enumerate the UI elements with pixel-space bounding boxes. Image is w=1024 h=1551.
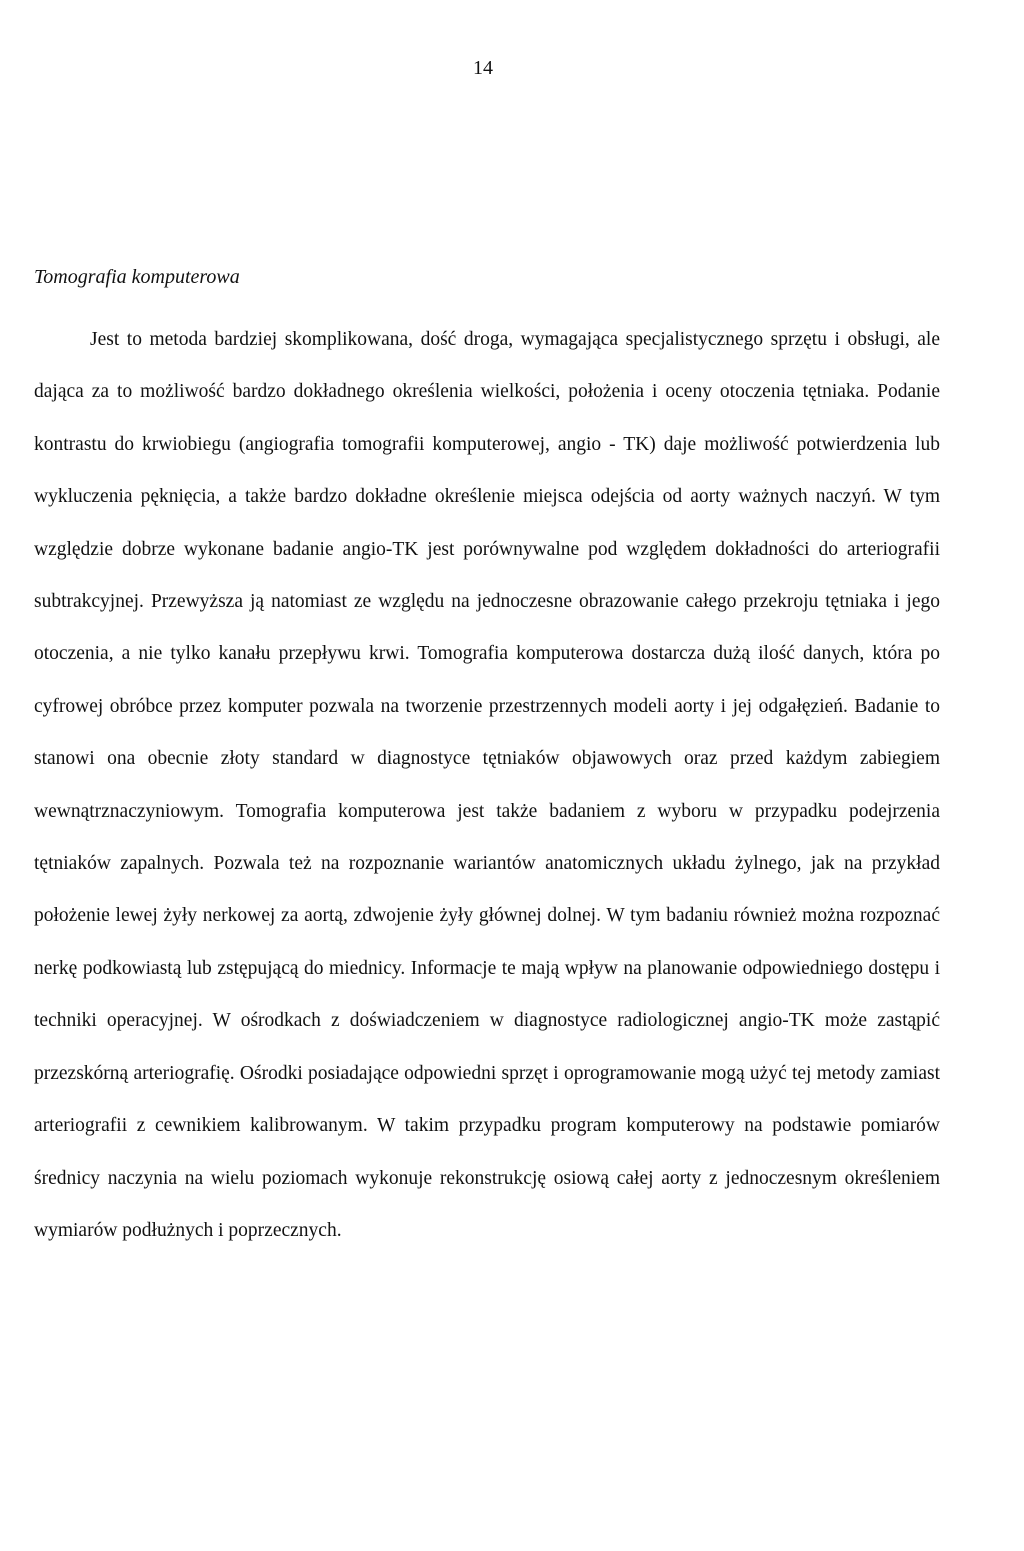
section-heading: Tomografia komputerowa	[34, 266, 240, 288]
body-paragraph: Jest to metoda bardziej skomplikowana, dość droga, wymagająca specjalistycznego sprzętu i obsługi, ale dająca za to możliwość bardzo dokładnego określenia wielkości, położenia i oceny otoczenia tętniaka. Podanie kontrastu do krwiobiegu (angiografia tomografii komputerowej, angio - TK) daje możliwość potwierdzenia lub wykluczenia pęknięcia, a także bardzo dokładne określenie miejsca odejścia od aorty ważnych naczyń. W tym względzie dobrze wykonane badanie angio-TK jest porównywalne pod względem dokładności do arteriografii subtrakcyjnej. Przewyższa ją natomiast ze względu na jednoczesne obrazowanie całego przekroju tętniaka i jego otoczenia, a nie tylko kanału przepływu krwi. Tomografia komputerowa dostarcza dużą ilość danych, która po cyfrowej obróbce przez komputer pozwala na tworzenie przestrzennych modeli aorty i jej odgałęzień. Badanie to stanowi ona obecnie złoty standard w diagnostyce tętniaków objawowych oraz przed każdym zabiegiem wewnątrznaczyniowym. Tomografia komputerowa jest także badaniem z wyboru w przypadku podejrzenia tętniaków zapalnych. Pozwala też na rozpoznanie wariantów anatomicznych układu żylnego, jak na przykład położenie lewej żyły nerkowej za aortą, zdwojenie żyły głównej dolnej. W tym badaniu również można rozpoznać nerkę podkowiastą lub zstępującą do miednicy. Informacje te mają wpływ na planowanie odpowiedniego dostępu i techniki operacyjnej. W ośrodkach z doświadczeniem w diagnostyce radiologicznej angio-TK może zastąpić przezskórną arteriografię. Ośrodki posiadające odpowiedni sprzęt i oprogramowanie mogą użyć tej metody zamiast arteriografii z cewnikiem kalibrowanym. W takim przypadku program komputerowy na podstawie pomiarów średnicy naczynia na wielu poziomach wykonuje rekonstrukcję osiową całej aorty z jednoczesnym określeniem wymiarów podłużnych i poprzecznych.	[34, 329, 940, 1241]
page-number: 14	[473, 57, 493, 79]
